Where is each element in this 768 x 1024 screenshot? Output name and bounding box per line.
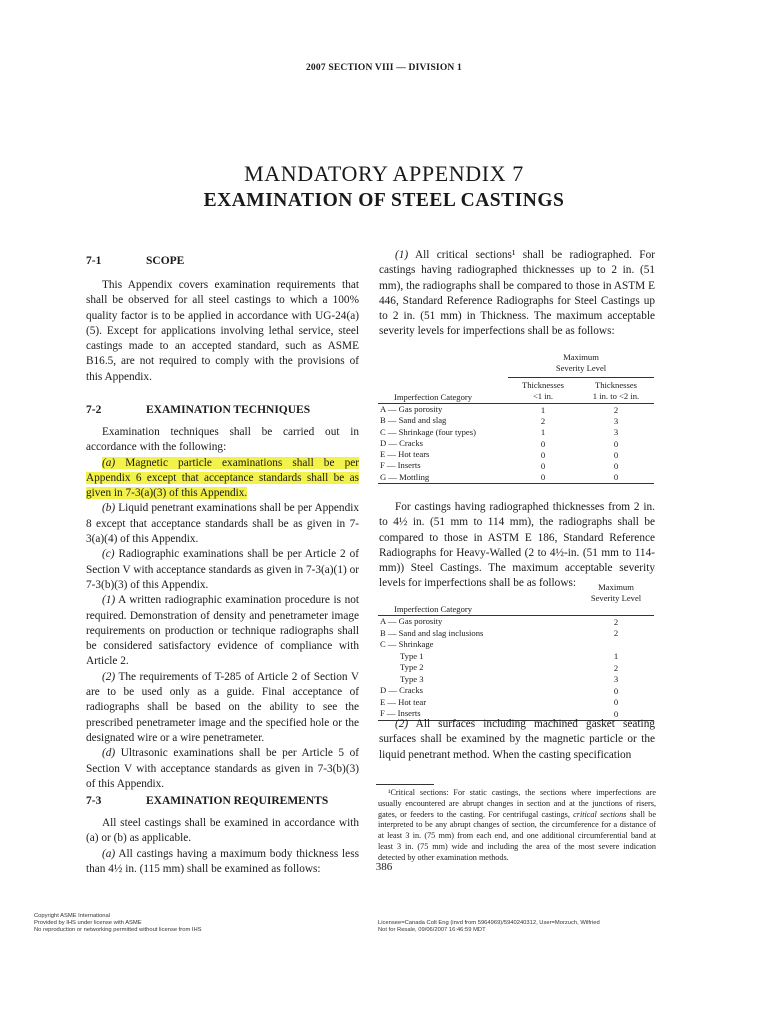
table-row: E — Hot tear 0 (380, 696, 619, 708)
item-a: (a) All castings having a maximum body thickness less than 4½ in. (115 mm) shall be examined as follows: (86, 847, 359, 875)
item-b: (b) Liquid penetrant examinations shall be per Appendix 8 except that acceptance standards shall be as given in 7-3(a)(4) of this Appendix. (86, 502, 359, 546)
table-row: F — Inserts 0 0 (380, 460, 619, 472)
section-number: 7-1 (86, 255, 102, 267)
severity-table-thick: Maximum Severity Level Imperfection Category A — Gas porosity 2 B — Sand and slag inclusions 2 C — Shrinkage Type 1 1 Type 2 2 Type 3 3 D — Cracks 0 E — Hot tear 0 F — Inserts 0 (378, 582, 654, 721)
table-row: G — Mottling 0 0 (378, 472, 654, 484)
section-7-2-heading (86, 404, 310, 416)
item-d: (d) Ultrasonic examinations shall be per Article 5 of Section V with acceptance standards as given in 7-3(b)(3) of this Appendix. (86, 747, 359, 790)
section-7-2-body (86, 425, 359, 792)
severity-table-thin: Maximum Severity Level Imperfection Category Thicknesses <1 in. Thicknesses 1 in. to <2 in. A — Gas porosity 1 2 B — Sand and slag 2 3 C — Shrinkage (four types) 1 3 D — Cracks 0 0 E — Hot tears 0 0 F — Inserts 0 0 G — Mottling 0 0 (378, 352, 654, 484)
footer-copyright: Copyright ASME International Provided by IHS under license with ASME No reproduction or networking permitted without license from IHS (34, 913, 202, 934)
table-row: D — Cracks 0 (380, 685, 619, 696)
item-c: (c) Radiographic examinations shall be per Article 2 of Section V with acceptance standards as given in 7-3(a)(1) or 7-3(b)(3) of this Appendix. (86, 548, 359, 591)
footnote: ¹Critical sections: For static castings, the sections where imperfections are usually encountered are abrupt changes in section and at the junctions of risers, gates, or feeders to the casting. For centrifugal castings, critical sections shall be interpreted to be any abrupt changes of section, the circumference for a distance of at least 3 in. (75 mm) from each end, and one additional circumferential band at least 3 in. (75 mm) wide and including the area of the most severe indication detected by other examination methods. (378, 788, 656, 862)
scope-paragraph: This Appendix covers examination requirements that shall be observed for all steel castings to which a 100% quality factor is to be applied in accordance with UG-24(a)(5). Except for applications involving lethal service, steel castings made to an accepted standard, such as ASME B16.5, are not required to comply with the provisions of this Appendix. (86, 279, 359, 383)
appendix-subtitle: EXAMINATION OF STEEL CASTINGS (203, 190, 565, 211)
table-group-header: Maximum (563, 352, 599, 362)
section-title: EXAMINATION TECHNIQUES (146, 404, 311, 416)
table-row: B — Sand and slag 2 3 (380, 415, 619, 426)
table-row: E — Hot tears 0 0 (380, 449, 619, 460)
table-row: Type 2 2 (400, 662, 619, 673)
section-number: 7-2 (86, 404, 102, 416)
radiograph-paragraph-2: For castings having radiographed thicknesses from 2 in. to 4½ in. (51 mm to 114 mm), the radiographs shall be compared to those in ASTM E 186, Standard Reference Radiographs for Heavy-Walled (2 to 4½-in. (51 mm to 114-mm)) Steel Castings. The maximum acceptable severity levels for imperfections shall be as follows: (379, 501, 655, 590)
radiograph-paragraph-1: (1) All critical sections¹ shall be radiographed. For castings having radiographed thicknesses up to 2 in. (51 mm), the radiographs shall be compared to those in ASTM E 446, Standard Reference Radiographs for Steel Castings up to 2 in. (51 mm) in Thickness. The maximum acceptable severity levels for imperfections shall be as follows: (379, 249, 656, 338)
section-title: EXAMINATION REQUIREMENTS (146, 795, 329, 807)
table-row: A — Gas porosity 1 2 (380, 404, 619, 415)
section-7-1-heading (86, 255, 184, 267)
table-row: Type 3 3 (400, 673, 619, 685)
item-c1: (1) A written radiographic examination procedure is not required. Demonstration of density and penetrameter image requirements on production or technique radiographs shall be considered satisfactory evidence of compliance with Article 2. (86, 594, 359, 668)
table-column-header: Imperfection Category (378, 378, 508, 404)
surfaces-paragraph: (2) All surfaces including machined gasket seating surfaces shall be examined by the magnetic particle or the liquid penetrant method. When the casting specification (379, 718, 655, 761)
table-row: Type 1 1 (400, 650, 619, 662)
page-header: 2007 SECTION VIII — DIVISION 1 (305, 63, 462, 73)
table-row: B — Sand and slag inclusions 2 (380, 627, 619, 639)
appendix-title: MANDATORY APPENDIX 7 (244, 161, 524, 186)
item-a (86, 456, 359, 502)
table-row: F — Inserts 0 (378, 708, 654, 720)
table-row: C — Shrinkage (380, 639, 434, 649)
section-7-1-body (86, 278, 359, 385)
footer-license: Licensee=Canada Colt Eng (invd from 5964969)/5940240312, User=Morzuch, Wilfried Not for Resale, 09/06/2007 16:46:59 MDT (378, 920, 600, 934)
techniques-intro: Examination techniques shall be carried out in accordance with the following: (86, 426, 359, 454)
page-number: 386 (375, 861, 393, 873)
section-7-3-heading (86, 795, 328, 807)
highlighted-text: (a) Magnetic particle examinations shall be per Appendix 6 except that acceptance standards shall be as given in 7-3(a)(3) of this Appendix. (86, 456, 359, 500)
footnote-rule (376, 784, 434, 785)
table-row: D — Cracks 0 0 (380, 437, 619, 449)
section-title: SCOPE (146, 255, 185, 267)
table-column-header: Imperfection Category (378, 604, 578, 616)
requirements-intro: All steel castings shall be examined in accordance with (a) or (b) as applicable. (86, 817, 359, 845)
section-number: 7-3 (86, 795, 102, 807)
item-c2: (2) The requirements of T-285 of Article 2 of Section V are to be used only as a guide. Final acceptance of radiographs shall be based on the ability to see the prescribed penetrameter image and the specified hole or the designated wire or a wire penetrameter. (86, 670, 359, 744)
table-row: C — Shrinkage (four types) 1 3 (380, 426, 619, 438)
table-row: A — Gas porosity 2 (380, 616, 619, 627)
